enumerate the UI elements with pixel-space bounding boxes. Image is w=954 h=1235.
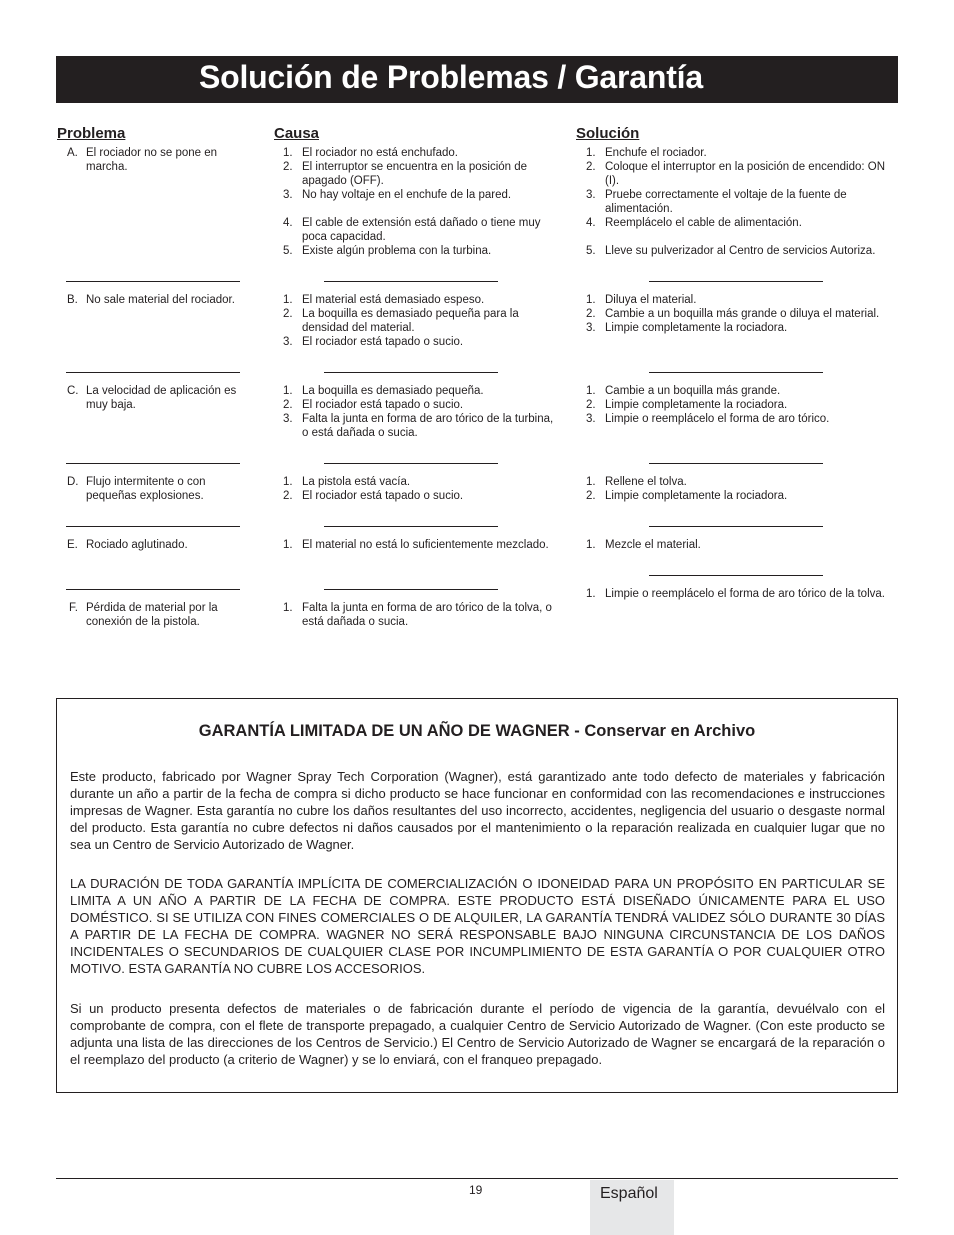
divider — [649, 372, 823, 373]
cause-text: La boquilla es demasiado pequeña. — [302, 385, 484, 397]
item-number: 1. — [283, 294, 293, 306]
problem-letter: F. — [69, 602, 78, 614]
cause-item — [273, 146, 558, 160]
divider — [66, 463, 240, 464]
item-number: 1. — [283, 147, 293, 159]
divider — [66, 281, 240, 282]
item-number: 1. — [586, 539, 596, 551]
cause-text: El material no está lo suficientemente mezclado. — [302, 539, 549, 551]
item-number: 3. — [586, 322, 596, 334]
problem-letter: A. — [67, 147, 78, 159]
item-number: 1. — [586, 385, 596, 397]
solution-item — [576, 244, 896, 258]
page-title: Solución de Problemas / Garantía — [199, 59, 703, 95]
cause-item — [273, 244, 558, 258]
problem-text: No sale material del rociador. — [86, 294, 235, 306]
cause-text: El rociador está tapado o sucio. — [302, 490, 464, 502]
cause-cell — [273, 601, 558, 629]
cause-item — [273, 216, 558, 244]
item-number: 1. — [283, 539, 293, 551]
solution-cell — [576, 475, 896, 503]
problem-cell — [57, 146, 257, 174]
cause-item — [273, 335, 558, 349]
item-number: 4. — [586, 217, 596, 229]
item-number: 2. — [283, 399, 293, 411]
problem-letter: B. — [67, 294, 78, 306]
item-number: 3. — [586, 413, 596, 425]
cause-item — [273, 489, 558, 503]
solution-text: Lleve su pulverizador al Centro de servicios Autoriza. — [605, 245, 876, 257]
language-tab — [590, 1180, 674, 1235]
item-number: 3. — [283, 189, 293, 201]
solution-item — [576, 587, 896, 601]
cause-text: Existe algún problema con la turbina. — [302, 245, 492, 257]
problem-letter: E. — [67, 539, 78, 551]
cause-item — [273, 475, 558, 489]
cause-item — [273, 398, 558, 412]
divider — [324, 281, 498, 282]
solution-text: Mezcle el material. — [605, 539, 701, 551]
cause-text: El rociador está tapado o sucio. — [302, 399, 464, 411]
cause-cell — [273, 384, 558, 440]
problem-text: Flujo intermitente o con pequeñas explosiones. — [86, 476, 206, 502]
solution-text: Rellene el tolva. — [605, 476, 687, 488]
problem-text: El rociador no se pone en marcha. — [86, 147, 218, 173]
solution-text: Limpie o reemplácelo el forma de aro tórico. — [605, 413, 830, 425]
cause-text: El material está demasiado espeso. — [302, 294, 485, 306]
item-number: 1. — [586, 476, 596, 488]
solution-text: Pruebe correctamente el voltaje de la fuente de alimentación. — [605, 189, 847, 215]
problem-cell — [57, 384, 257, 412]
divider — [66, 589, 240, 590]
solution-cell — [576, 587, 896, 601]
solution-text: Reemplácelo el cable de alimentación. — [605, 217, 802, 229]
solution-item — [576, 188, 896, 216]
solution-item — [576, 321, 896, 335]
solution-item — [576, 489, 896, 503]
divider — [324, 372, 498, 373]
item-number: 1. — [283, 602, 293, 614]
solution-item — [576, 384, 896, 398]
cause-text: El cable de extensión está dañado o tiene muy poca capacidad. — [302, 217, 541, 243]
header-problem: Problema — [57, 125, 126, 142]
solution-item — [576, 293, 896, 307]
solution-cell — [576, 538, 896, 552]
item-number: 1. — [283, 385, 293, 397]
divider — [649, 281, 823, 282]
cause-text: Falta la junta en forma de aro tórico de la tolva, o está dañada o sucia. — [302, 602, 552, 628]
solution-text: Diluya el material. — [605, 294, 697, 306]
cause-item — [273, 307, 558, 335]
warranty-box — [56, 698, 898, 1093]
divider — [649, 526, 823, 527]
cause-item — [273, 412, 558, 440]
cause-item — [273, 384, 558, 398]
problem-text: Rociado aglutinado. — [86, 539, 188, 551]
divider — [649, 463, 823, 464]
cause-text: La boquilla es demasiado pequeña para la densidad del material. — [302, 308, 519, 334]
cause-text: El rociador no está enchufado. — [302, 147, 458, 159]
header-cause: Causa — [274, 125, 320, 142]
solution-text: Cambie a un boquilla más grande. — [605, 385, 781, 397]
item-number: 3. — [586, 189, 596, 201]
item-number: 2. — [586, 399, 596, 411]
page-number: 19 — [469, 1183, 483, 1197]
problem-cell — [57, 601, 257, 629]
solution-cell — [576, 384, 896, 426]
divider — [324, 526, 498, 527]
item-number: 5. — [283, 245, 293, 257]
solution-item — [576, 475, 896, 489]
cause-text: Falta la junta en forma de aro tórico de la turbina, o está dañada o sucia. — [302, 413, 554, 439]
warranty-title: GARANTÍA LIMITADA DE UN AÑO DE WAGNER - Conservar en Archivo — [198, 722, 756, 740]
cause-item — [273, 293, 558, 307]
problem-letter: C. — [67, 385, 79, 397]
problem-cell — [57, 538, 257, 552]
warranty-paragraph-1: Este producto, fabricado por Wagner Spray Tech Corporation (Wagner), está garantizado ante todo defecto de materiales y fabricación durante un año a partir de la fecha de compra si dicho producto se hace funcionar en conformidad con las recomendaciones e instrucciones impresas de Wagner. Esta garantía no cubre los daños resultantes del uso incorrecto, accidentes, negligencia del usuario o desgaste normal del producto. Esta garantía no cubre defectos ni daños causados por el mantenimiento o la reparación realizada en cualquier lugar que no sea un Centro de Servicio Autorizado de Wagner. — [70, 769, 885, 852]
item-number: 1. — [586, 294, 596, 306]
item-number: 1. — [283, 476, 293, 488]
language-label: Español — [600, 1185, 658, 1202]
solution-item — [576, 398, 896, 412]
solution-cell — [576, 293, 896, 335]
warranty-paragraph-2: LA DURACIÓN DE TODA GARANTÍA IMPLÍCITA DE COMERCIALIZACIÓN O IDONEIDAD PARA UN PROPÓSITO EN PARTICULAR SE LIMITA A UN AÑO A PARTIR DE LA FECHA DE COMPRA. ESTE PRODUCTO ESTÁ DISEÑADO ÚNICAMENTE PARA EL USO DOMÉSTICO. SI SE UTILIZA CON FINES COMERCIALES O DE ALQUILER, LA GARANTÍA TENDRÁ VALIDEZ SÓLO DURANTE 30 DÍAS A PARTIR DE LA FECHA DE COMPRA. WAGNER NO SERÁ RESPONSABLE BAJO NINGUNA CIRCUNSTANCIA DE LOS DAÑOS INCIDENTALES O SECUNDARIOS DE CUALQUIER CLASE POR INCUMPLIMIENTO DE ESTA GARANTÍA O POR CUALQUIER OTRO MOTIVO. ESTA GARANTÍA NO CUBRE LOS ACCESORIOS. — [70, 876, 885, 976]
item-number: 2. — [283, 308, 293, 320]
divider — [66, 372, 240, 373]
cause-cell — [273, 538, 558, 552]
solution-item — [576, 160, 896, 188]
problem-cell — [57, 293, 257, 307]
problem-cell — [57, 475, 257, 503]
solution-text: Cambie a un boquilla más grande o diluya el material. — [605, 308, 880, 320]
solution-text: Enchufe el rociador. — [605, 147, 707, 159]
solution-item — [576, 216, 896, 230]
divider — [324, 589, 498, 590]
cause-text: El interruptor se encuentra en la posición de apagado (OFF). — [302, 161, 528, 187]
solution-item — [576, 146, 896, 160]
header-solution: Solución — [576, 125, 640, 142]
item-number: 2. — [586, 308, 596, 320]
solution-text: Limpie completamente la rociadora. — [605, 399, 788, 411]
cause-item — [273, 538, 558, 552]
cause-cell — [273, 475, 558, 503]
cause-item — [273, 601, 558, 629]
item-number: 2. — [283, 490, 293, 502]
solution-text: Limpie completamente la rociadora. — [605, 490, 788, 502]
divider — [66, 526, 240, 527]
solution-item — [576, 412, 896, 426]
item-number: 2. — [283, 161, 293, 173]
item-number: 1. — [586, 147, 596, 159]
footer-divider — [56, 1178, 898, 1179]
item-number: 5. — [586, 245, 596, 257]
item-number: 2. — [586, 161, 596, 173]
cause-text: No hay voltaje en el enchufe de la pared. — [302, 189, 512, 201]
title-bar — [56, 56, 898, 103]
item-number: 2. — [586, 490, 596, 502]
solution-text: Limpie completamente la rociadora. — [605, 322, 788, 334]
solution-text: Coloque el interruptor en la posición de encendido: ON (I). — [605, 161, 886, 187]
problem-letter: D. — [67, 476, 79, 488]
item-number: 3. — [283, 336, 293, 348]
cause-item — [273, 160, 558, 188]
cause-item — [273, 188, 558, 202]
solution-cell — [576, 146, 896, 258]
solution-item — [576, 307, 896, 321]
item-number: 4. — [283, 217, 293, 229]
item-number: 1. — [586, 588, 596, 600]
problem-text: Pérdida de material por la conexión de la pistola. — [86, 602, 218, 628]
problem-text: La velocidad de aplicación es muy baja. — [86, 385, 237, 411]
divider — [324, 463, 498, 464]
cause-text: La pistola está vacía. — [302, 476, 411, 488]
solution-item — [576, 538, 896, 552]
divider — [649, 575, 823, 576]
cause-cell — [273, 293, 558, 349]
cause-text: El rociador está tapado o sucio. — [302, 336, 464, 348]
cause-cell — [273, 146, 558, 258]
solution-text: Limpie o reemplácelo el forma de aro tórico de la tolva. — [605, 588, 885, 600]
item-number: 3. — [283, 413, 293, 425]
warranty-paragraph-3: Si un producto presenta defectos de materiales o de fabricación durante el período de vigencia de la garantía, devuélvalo con el comprobante de compra, con el flete de transporte prepagado, a cualquier Centro de Servicio Autorizado de Wagner. (Con este producto se adjunta una lista de las direcciones de los Centros de Servicio.) El Centro de Servicio Autorizado de Wagner se encargará de la reparación o el reemplazo del producto (a criterio de Wagner) y se lo enviará, con el franqueo prepagado. — [70, 1001, 885, 1067]
